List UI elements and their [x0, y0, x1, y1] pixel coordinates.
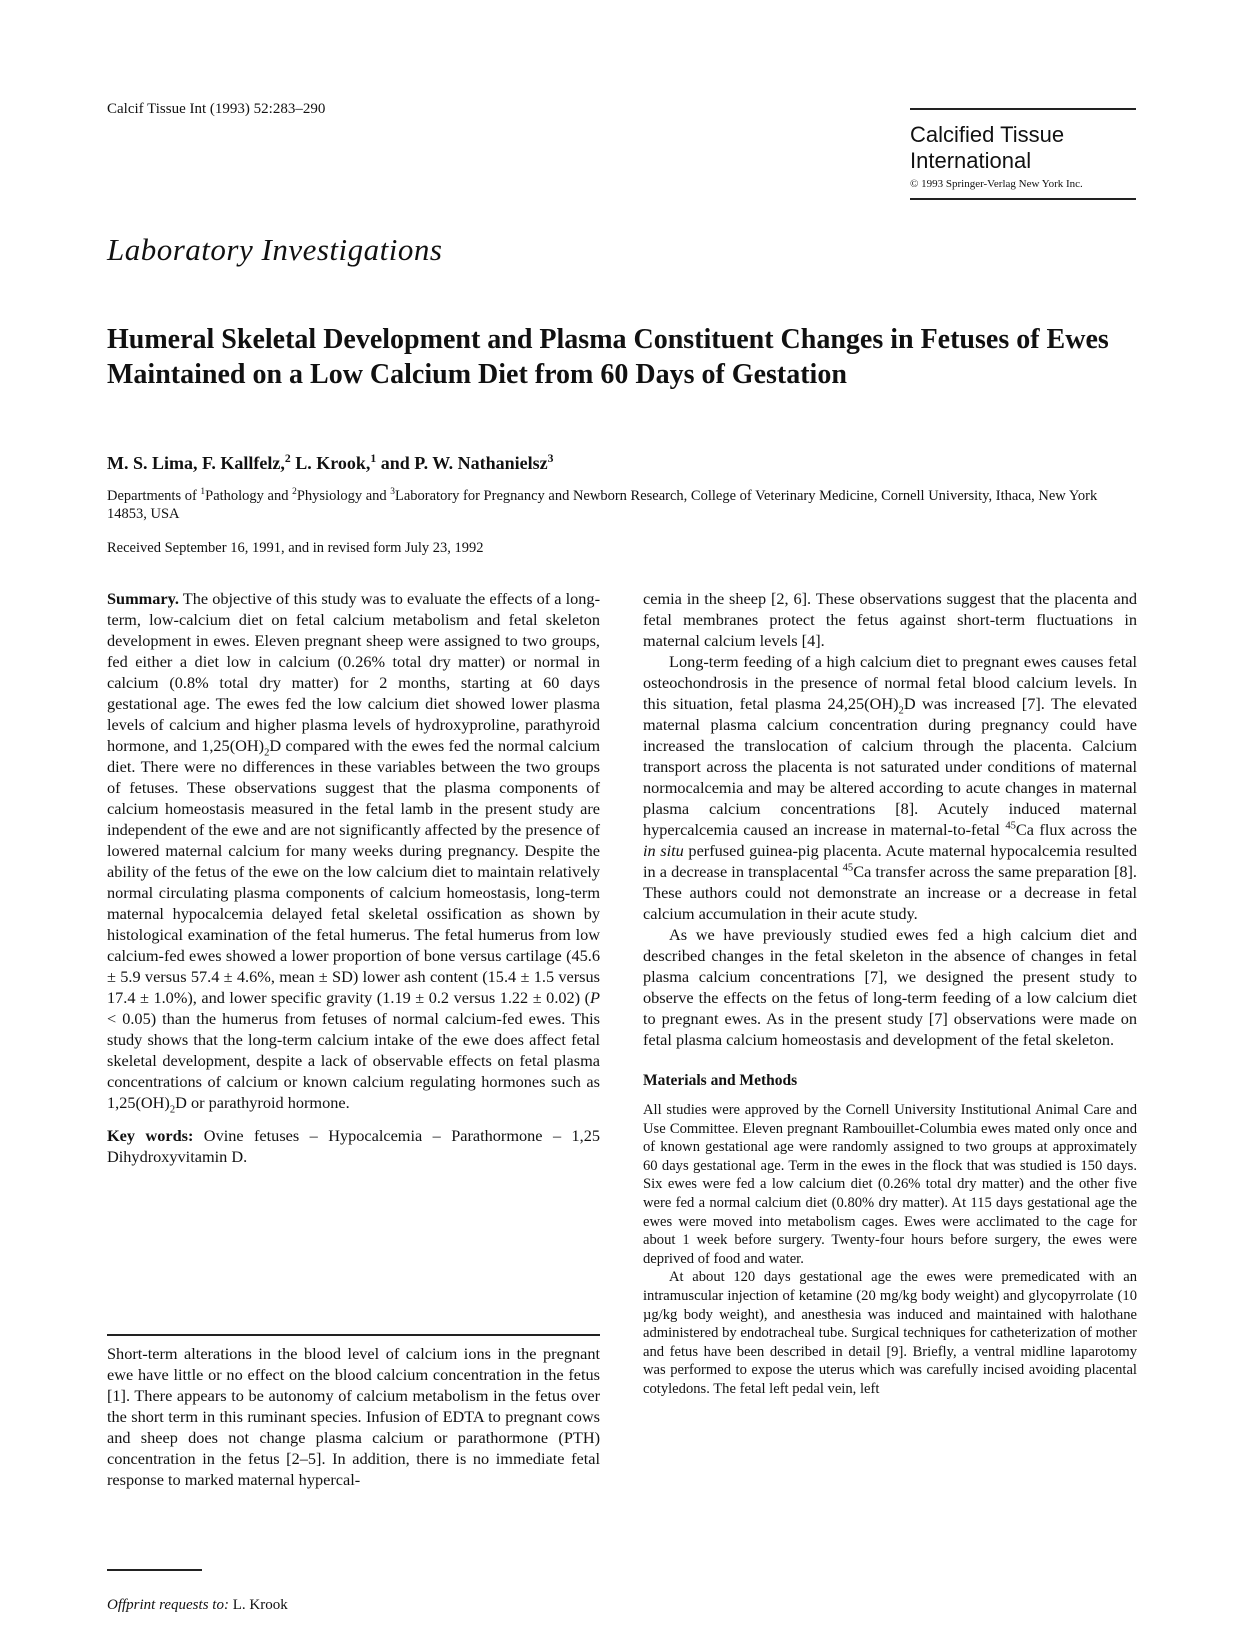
methods-paragraph: All studies were approved by the Cornell University Institutional Animal Care and Use Committee. Eleven pregnant Rambouillet-Columbia ewes mated only once and of known gestational age were randomly assigned to two groups at approximately 60 days gestational age. Term in the ewes in the flock that was studied is 150 days. Six ewes were fed a low calcium diet (0.26% total dry matter) and the other five were fed a normal calcium diet (0.80% dry matter). At 115 days gestational age the ewes were moved into metabolism cages. Ewes were acclimated to the cage for about 1 week before surgery. Twenty-four hours before surgery, the ewes were deprived of food and water. — [643, 1102, 1137, 1267]
body-text: perfused guinea-pig placenta. Acute maternal hypocalcemia resulted in a decrease in transplacental — [643, 841, 1137, 881]
isotope-sup: 45 — [1005, 820, 1016, 832]
copyright-notice: © 1993 Springer-Verlag New York Inc. — [910, 178, 1083, 190]
affil-prefix: Departments of — [107, 488, 201, 504]
italic-term: in situ — [643, 841, 684, 860]
summary-paragraph — [107, 588, 601, 1116]
subscript: 2 — [898, 705, 904, 717]
methods-paragraph: At about 120 days gestational age the ewes were premedicated with an intramuscular injection of ketamine (20 mg/kg body weight) and glycopyrrolate (10 µg/kg body weight), and anesthesia was induced and maintained with halothane administered by endotracheal tube. Surgical techniques for catheterization of mother and fetus have been described in detail [9]. Briefly, a ventral midline laparotomy was performed to expose the uterus which was carefully incised avoiding placental cotyledons. The fetal left pedal vein, left — [643, 1269, 1137, 1397]
author-name: F. Kallfelz, — [197, 453, 285, 473]
intro-paragraph: As we have previously studied ewes fed a high calcium diet and described changes in the fetal skeleton in the absence of changes in fetal plasma calcium concentrations [7], we designed the present study to observe the effects on the fetus of long-term feeding of a low calcium diet to pregnant ewes. As in the present study [7] observations were made on fetal plasma calcium homeostasis and development of the fetal skeleton. — [643, 925, 1137, 1049]
keywords-label: Key words: — [107, 1126, 194, 1145]
article-title: Humeral Skeletal Development and Plasma Constituent Changes in Fetuses of Ewes Maintained on a Low Calcium Diet from 60 Days of Gestation — [107, 324, 1109, 390]
journal-brand — [910, 108, 1136, 200]
journal-citation: Calcif Tissue Int (1993) 52:283–290 — [107, 101, 326, 117]
affil-lab: Laboratory for Pregnancy and Newborn Research, College of Veterinary Medicine, Cornell University, Ithaca, New York 14853, USA — [107, 488, 1098, 522]
affil-sup: 3 — [390, 487, 395, 498]
body-text: Ca flux across the — [1015, 820, 1138, 839]
author-affil-sup: 1 — [370, 452, 377, 465]
brand-top-rule — [910, 108, 1136, 110]
body-text: D was increased [7]. The elevated maternal plasma calcium concentration during pregnancy could have increased the translocation of calcium through the placenta. Calcium transport across the placenta is not saturated under conditions of maternal normocalcemia and may be altered according to acute changes in maternal plasma calcium concentrations [8]. Acutely induced maternal hypercalcemia caused an increase in maternal-to-fetal — [643, 694, 1137, 839]
summary-text: D compared with the ewes fed the normal calcium diet. There were no differences in these variables between the two groups of fetuses. These observations suggest that the plasma components of calcium homeostasis measured in the fetal lamb in the present study are independent of the ewe and are not significantly affected by the presence of lowered maternal calcium for many weeks during pregnancy. Despite the ability of the fetus of the ewe on the low calcium diet to maintain relatively normal circulating plasma components of calcium homeostasis, long-term maternal hypocalcemia delayed fetal skeletal ossification as shown by histological examination of the fetal humerus. The fetal humerus from low calcium-fed ewes showed a lower proportion of bone versus cartilage (45.6 ± 5.9 versus 57.4 ± 4.6%, mean ± SD) lower ash content (15.4 ± 1.5 versus 17.4 ± 1.0%), and lower specific gravity (1.19 ± 0.2 versus 1.22 ± 0.02) ( — [107, 736, 601, 1007]
subscript: 2 — [169, 1104, 176, 1116]
intro-column-left — [107, 1343, 600, 1490]
footnote-label: Offprint requests to: — [107, 1597, 229, 1613]
body-column-right — [643, 588, 1137, 1399]
affil-physiology: Physiology and — [296, 488, 391, 504]
summary-text: < 0.05) than the humerus from fetuses of normal calcium-fed ewes. This study shows that the long-term calcium intake of the ewe does affect fetal skeletal development, despite a lack of observable effects on fetal plasma concentrations of calcium or known calcium regulating hormones such as 1,25(OH) — [107, 1009, 600, 1112]
summary-text: D or parathyroid hormone. — [175, 1093, 350, 1112]
affil-sup: 1 — [200, 487, 206, 498]
isotope-sup: 45 — [842, 862, 854, 874]
summary-text: The objective of this study was to evaluate the effects of a long-term, low-calcium diet on fetal calcium metabolism and fetal skeleton development in ewes. Eleven pregnant sheep were assigned to two groups, fed either a diet low in calcium (0.26% total dry matter) or normal in calcium (0.8% total dry matter) for 2 months, starting at 60 days gestational age. The ewes fed the low calcium diet showed lower plasma levels of calcium and higher plasma levels of hydroxyproline, parathyroid hormone, and 1,25(OH) — [107, 589, 600, 755]
author-list — [107, 453, 553, 474]
affiliations — [107, 487, 1117, 523]
journal-name-line1: Calcified Tissue — [910, 122, 1065, 147]
intro-paragraph: cemia in the sheep [2, 6]. These observations suggest that the placenta and fetal membranes protect the fetus against short-term fluctuations in maternal calcium levels [4]. — [643, 589, 1137, 650]
author-name: M. S. Lima, — [107, 453, 198, 473]
author-name: and P. W. Nathanielsz — [376, 453, 548, 473]
author-affil-sup: 3 — [547, 452, 554, 465]
summary-label: Summary. — [107, 589, 179, 608]
affil-pathology: Pathology and — [205, 488, 293, 504]
section-label: Laboratory Investigations — [107, 232, 443, 267]
affil-sup: 2 — [292, 487, 297, 498]
author-name: L. Krook, — [290, 453, 371, 473]
keywords-text: Ovine fetuses – Hypocalcemia – Parathormone – 1,25 Dihydroxyvitamin D. — [107, 1126, 600, 1166]
keywords-paragraph — [107, 1125, 600, 1167]
offprint-footnote — [107, 1597, 288, 1614]
intro-paragraph: Short-term alterations in the blood level of calcium ions in the pregnant ewe have little or no effect on the blood calcium concentration in the fetus [1]. There appears to be autonomy of calcium metabolism in the fetus over the short term in this ruminant species. Infusion of EDTA to pregnant cows and sheep does not change plasma calcium or parathormone (PTH) concentration in the fetus [2–5]. In addition, there is no immediate fetal response to marked maternal hypercal- — [107, 1344, 600, 1489]
body-text: Ca transfer across the same preparation [8]. These authors could not demonstrate an increase or a decrease in fetal calcium accumulation in their acute study. — [643, 862, 1138, 923]
body-text: Long-term feeding of a high calcium diet to pregnant ewes causes fetal osteochondrosis in the presence of normal fetal blood calcium levels. In this situation, fetal plasma 24,25(OH) — [643, 652, 1137, 713]
abstract-divider — [107, 1334, 600, 1336]
author-affil-sup: 2 — [284, 452, 291, 465]
footnote-rule — [107, 1569, 202, 1571]
methods-heading: Materials and Methods — [643, 1072, 798, 1089]
received-dates: Received September 16, 1991, and in revised form July 23, 1992 — [107, 540, 484, 556]
abstract-column — [107, 588, 600, 1167]
intro-paragraph — [643, 651, 1137, 924]
p-value-symbol: P — [590, 988, 600, 1007]
brand-bottom-rule — [910, 198, 1136, 200]
journal-name-line2: International — [910, 148, 1032, 173]
footnote-text: L. Krook — [228, 1597, 288, 1613]
subscript: 2 — [264, 747, 270, 759]
